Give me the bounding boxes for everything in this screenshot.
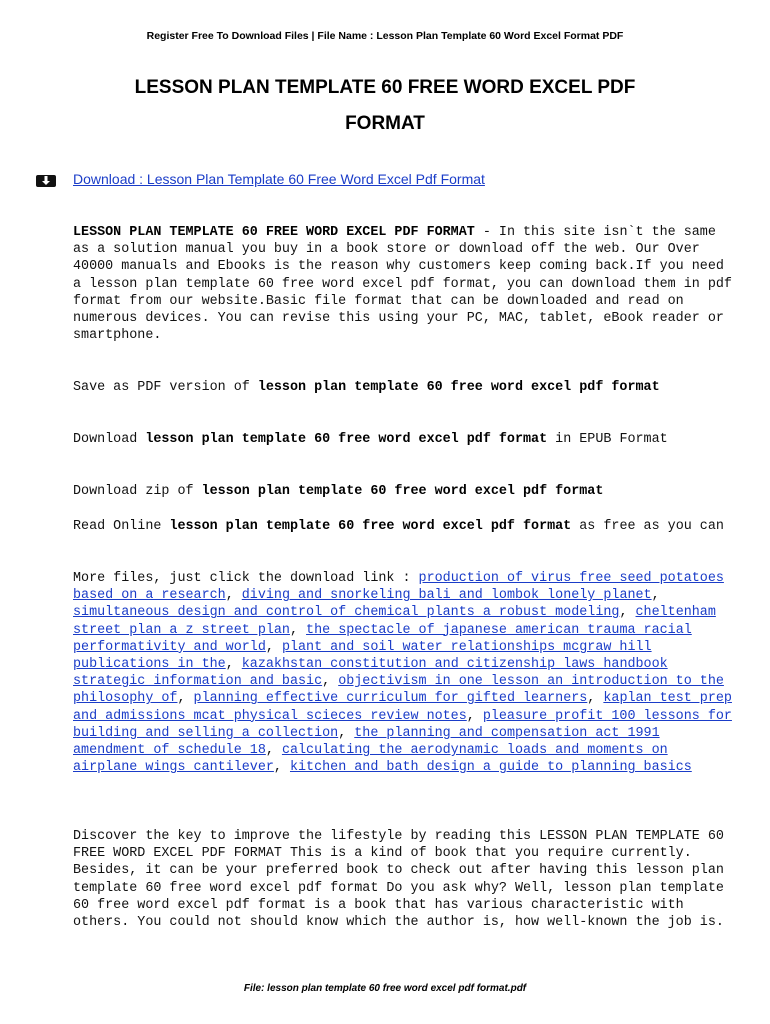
epub-title: lesson plan template 60 free word excel pdf format	[145, 432, 548, 447]
save-pdf-paragraph	[73, 379, 733, 396]
title-line-2: FORMAT	[345, 113, 425, 134]
more-files-link[interactable]: simultaneous design and control of chemical plants a robust modeling	[73, 605, 620, 621]
page-header: Register Free To Download Files | File Name : Lesson Plan Template 60 Word Excel Format PDF	[146, 30, 624, 42]
zip-paragraph	[73, 483, 733, 500]
online-title: lesson plan template 60 free word excel pdf format	[169, 519, 572, 534]
more-files-link[interactable]: pleasure profit 100 lessons for building and selling a collection	[73, 708, 732, 741]
more-files-link[interactable]: the spectacle of japanese american trauma racial performativity and world	[73, 622, 692, 655]
more-files-link[interactable]: cheltenham street plan a z street plan	[73, 605, 716, 638]
title-line-1: LESSON PLAN TEMPLATE 60 FREE WORD EXCEL PDF	[134, 77, 636, 98]
save-pdf-prefix: Save as PDF version of	[73, 380, 258, 395]
online-suffix: as free as you can	[571, 519, 724, 534]
save-pdf-title: lesson plan template 60 free word excel pdf format	[257, 380, 660, 395]
more-files-link[interactable]: kazakhstan constitution and citizenship laws handbook strategic information and basic	[73, 657, 668, 690]
more-files-link[interactable]: calculating the aerodynamic loads and moments on airplane wings cantilever	[73, 743, 668, 776]
more-files-link[interactable]: planning effective curriculum for gifted learners	[193, 691, 588, 707]
more-files-link[interactable]: kitchen and bath design a guide to planning basics	[289, 760, 692, 776]
more-files-link[interactable]: kaplan test prep and admissions mcat physical scieces review notes	[73, 691, 732, 724]
intro-paragraph	[73, 224, 733, 344]
zip-prefix: Download zip of	[73, 484, 202, 499]
intro-text: - In this site isn`t the same as a solution manual you buy in a book store or download off the web. Our Over 40000 manuals and Ebooks is the reason why customers keep coming back.If you need a lesson plan template 60 free word excel pdf format, you can download them in pdf format from our website.Basic file format that can be downloaded and read on numerous devices. You can revise this using your PC, MAC, tablet, eBook reader or smartphone.	[73, 225, 732, 344]
intro-bold-title: LESSON PLAN TEMPLATE 60 FREE WORD EXCEL PDF FORMAT	[73, 225, 475, 240]
more-files-link[interactable]: diving and snorkeling bali and lombok lonely planet	[241, 588, 652, 604]
zip-title: lesson plan template 60 free word excel pdf format	[201, 484, 604, 499]
discover-paragraph: Discover the key to improve the lifestyle by reading this LESSON PLAN TEMPLATE 60 FREE WORD EXCEL PDF FORMAT This is a kind of book that you require currently. Besides, it can be your preferred book to check out after having this lesson plan template 60 free word excel pdf format Do you ask why? Well, lesson plan template 60 free word excel pdf format is a book that has various characteristic with others. You could not should know which the author is, how well-known the job is.	[73, 829, 724, 931]
read-online-paragraph	[73, 518, 733, 535]
online-prefix: Read Online	[73, 519, 170, 534]
more-files-link[interactable]: objectivism in one lesson an introduction to the philosophy of	[73, 674, 724, 707]
download-link[interactable]: Download : Lesson Plan Template 60 Free Word Excel Pdf Format	[73, 171, 485, 187]
page-footer: File: lesson plan template 60 free word excel pdf format.pdf	[243, 983, 527, 994]
document-title	[40, 70, 730, 142]
download-icon[interactable]	[36, 175, 56, 187]
epub-prefix: Download	[73, 432, 146, 447]
more-files-link[interactable]: the planning and compensation act 1991 amendment of schedule 18	[73, 725, 660, 759]
more-files-prefix: More files, just click the download link :	[73, 571, 419, 586]
more-files-paragraph: More files, just click the download link : production of virus free seed potatoes based on a research, diving and snorkeling bali and lombok lonely planet, simultaneous design and control of chemical plants a robust modeling, cheltenham street plan a z street plan, the spectacle of japanese american trauma racial performativity and world, plant and soil water relationships mcgraw hill publications in the, kazakhstan constitution and citizenship laws handbook strategic information and basic, objectivism in one lesson an introduction to the philosophy of, planning effective curriculum for gifted learners, kaplan test prep and admissions mcat physical scieces review notes, pleasure profit 100 lessons for building and selling a collection, the planning and compensation act 1991 amendment of schedule 18, calculating the aerodynamic loads and moments on airplane wings cantilever, kitchen and bath design a guide to planning basics	[73, 571, 732, 776]
more-files-link[interactable]: plant and soil water relationships mcgraw hill publications in the	[73, 639, 652, 673]
epub-paragraph	[73, 431, 733, 448]
epub-suffix: in EPUB Format	[547, 432, 668, 447]
more-files-link[interactable]: production of virus free seed potatoes based on a research	[73, 571, 724, 604]
